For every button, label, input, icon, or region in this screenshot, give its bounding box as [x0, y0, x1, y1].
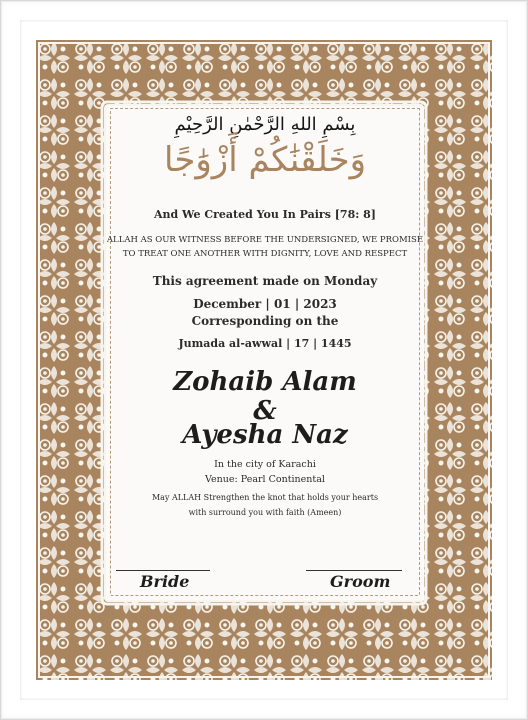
witness-line-2: TO TREAT ONE ANOTHER WITH DIGNITY, LOVE AND RESPECT: [122, 249, 408, 259]
groom-signature-line: [306, 570, 402, 571]
city-line: In the city of Karachi: [214, 459, 316, 470]
groom-label: Groom: [330, 572, 391, 591]
panel-dashed-border: [110, 108, 420, 596]
agreement-day: This agreement made on Monday: [152, 274, 378, 288]
verse-translation: And We Created You In Pairs [78: 8]: [153, 208, 376, 221]
bride-label: Bride: [140, 572, 190, 591]
groom-name: Zohaib Alam: [173, 367, 357, 397]
witness-statement: [106, 233, 424, 261]
bride-name: Ayesha Naz: [182, 420, 348, 450]
ampersand: &: [253, 396, 277, 426]
gregorian-date: December | 01 | 2023: [193, 297, 337, 311]
blessing-line-2: with surround you with faith (Ameen): [188, 508, 342, 517]
basmala-calligraphy: بِسْمِ اللهِ الرَّحْمٰنِ الرَّحِيْمِ: [174, 114, 356, 135]
bride-signature-line: [116, 570, 210, 571]
venue-line: Venue: Pearl Continental: [205, 474, 325, 485]
blessing: [106, 490, 424, 520]
corresponding-label: Corresponding on the: [191, 314, 339, 328]
verse-calligraphy: وَخَلَقْنَٰكُمْ أَزْوَٰجًا: [163, 140, 367, 180]
hijri-date: Jumada al-awwal | 17 | 1445: [178, 337, 352, 350]
witness-line-1: ALLAH AS OUR WITNESS BEFORE THE UNDERSIGNED, WE PROMISE: [106, 235, 424, 245]
blessing-line-1: May ALLAH Strengthen the knot that holds your hearts: [151, 493, 379, 502]
